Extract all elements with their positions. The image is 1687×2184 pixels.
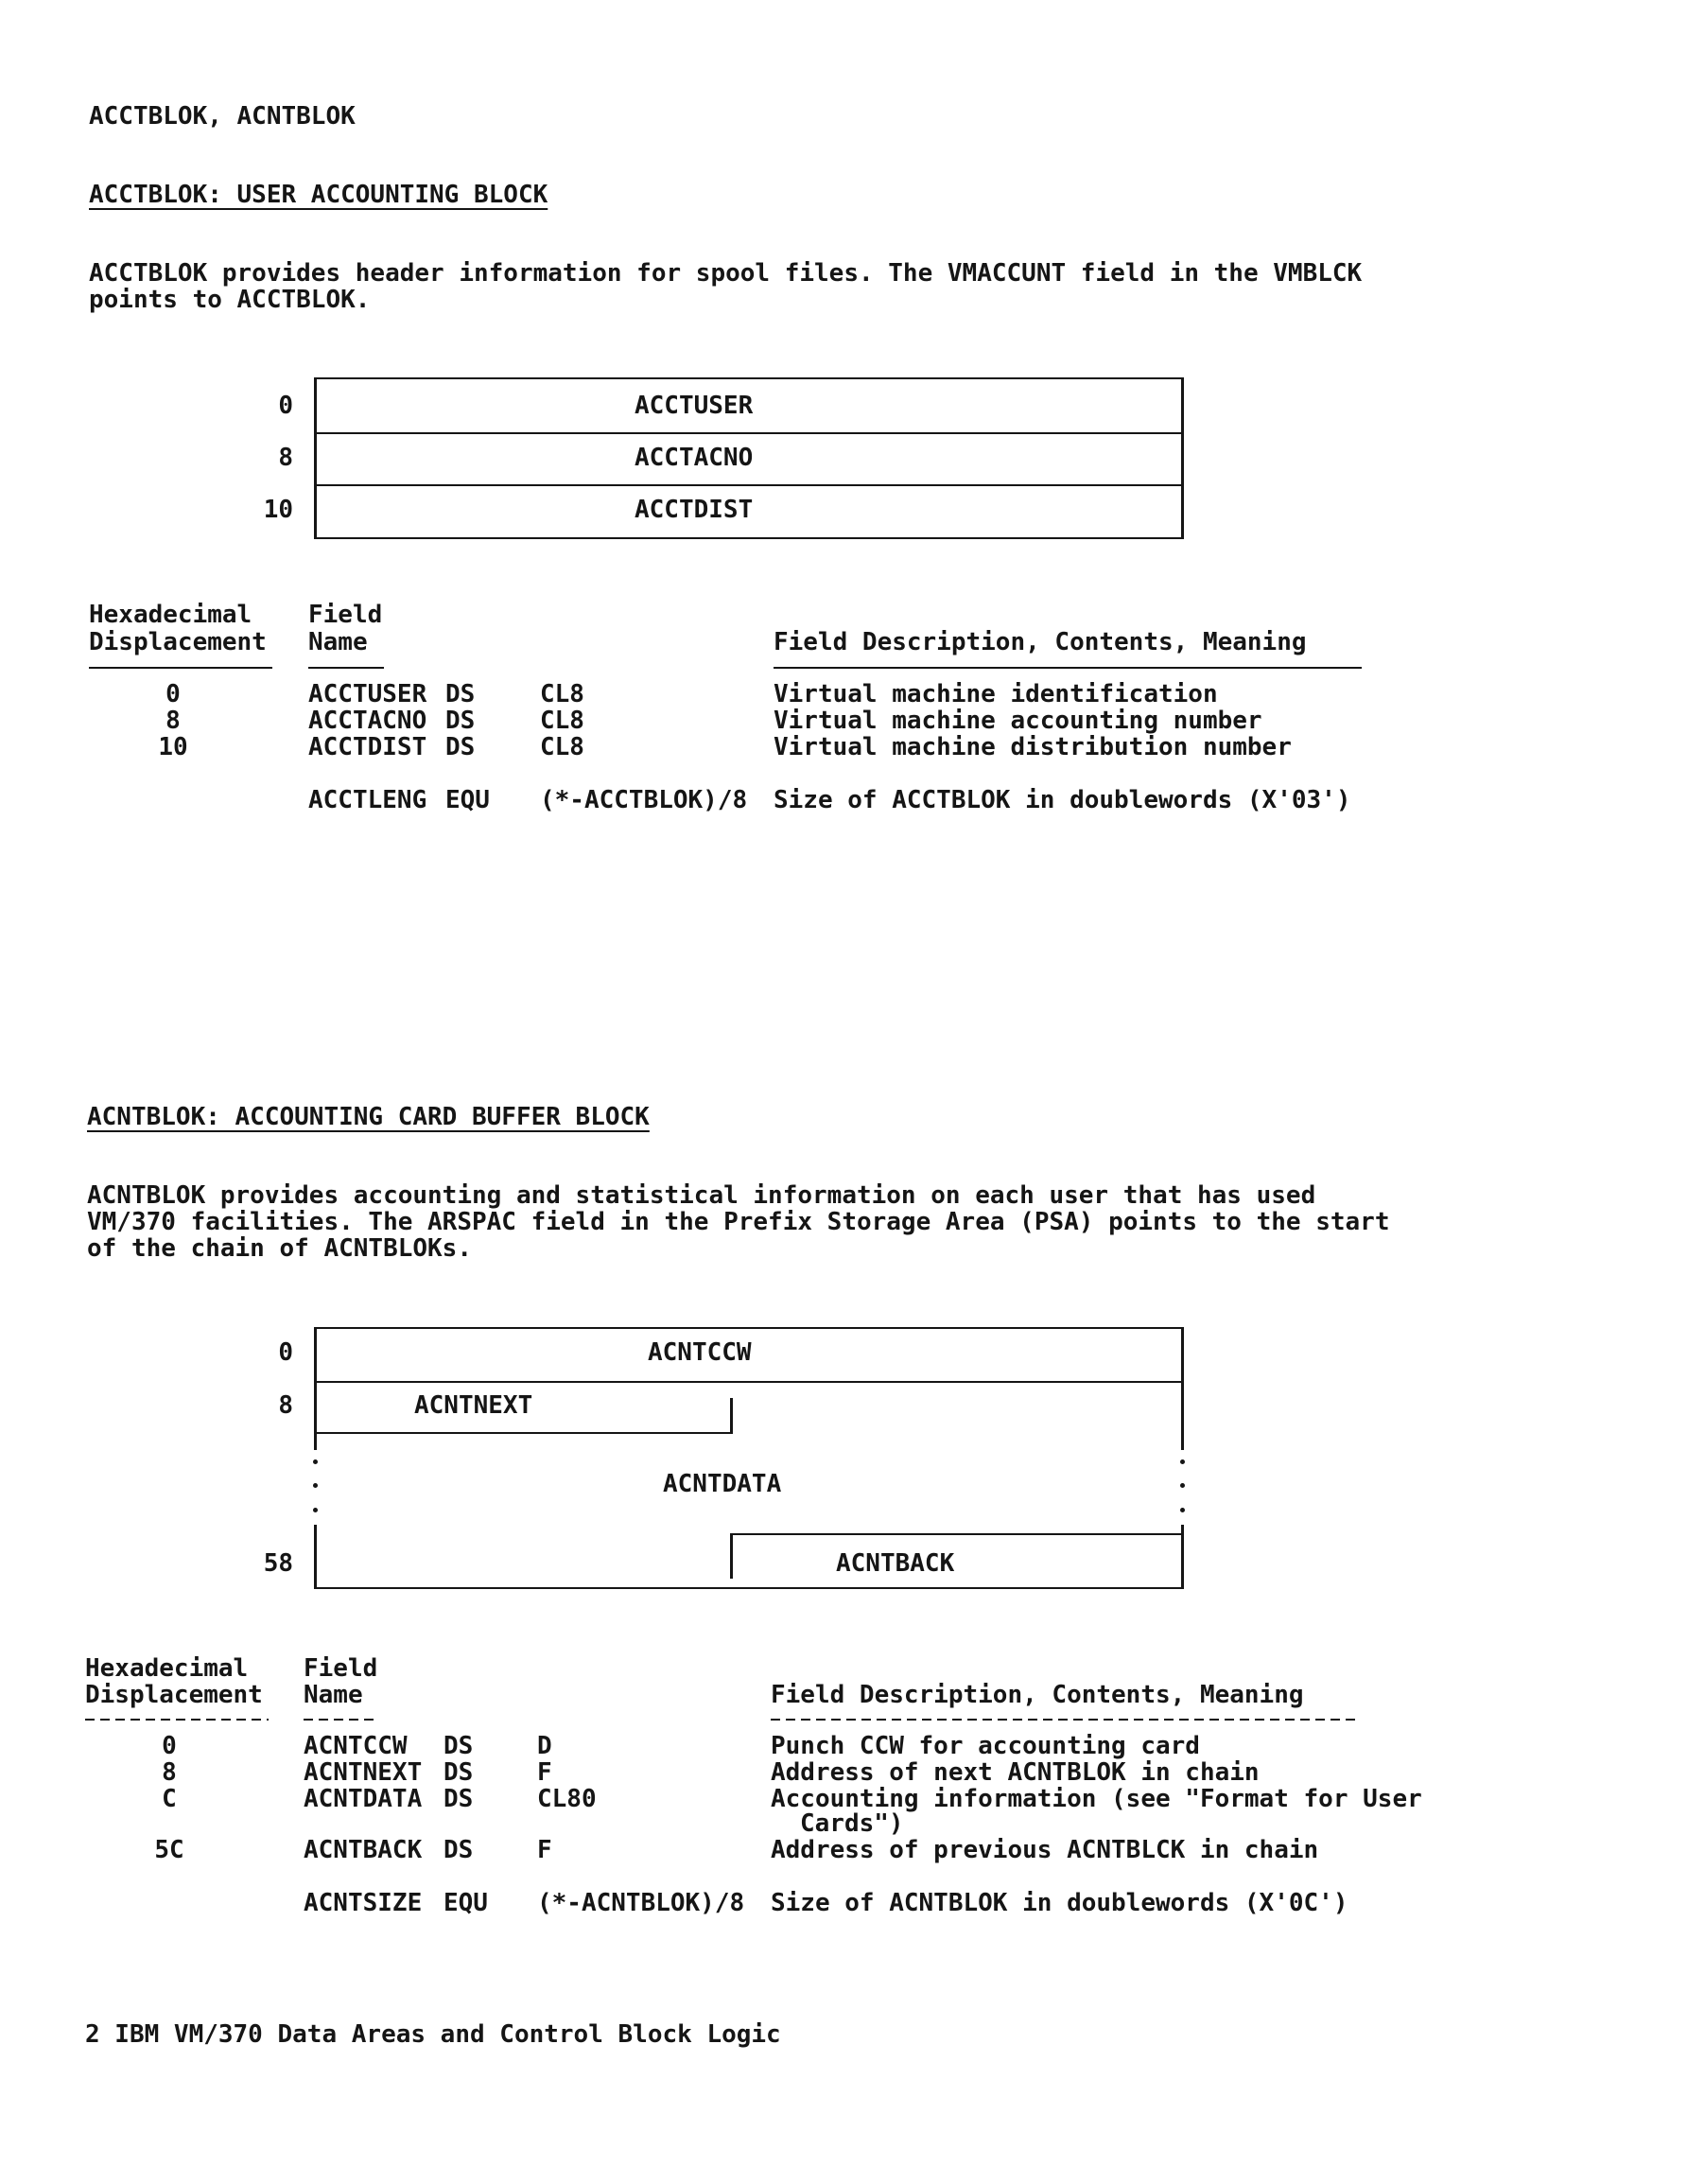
diagram-field-acntccw: ACNTCCW bbox=[648, 1338, 752, 1367]
offset-label: 0 bbox=[278, 392, 293, 420]
offset-label: 10 bbox=[263, 496, 293, 524]
section1-description-line1: ACCTBLOK provides header information for spool files. The VMACCUNT field in the VMBLCK bbox=[89, 259, 1363, 288]
diagram-field-acctuser: ACCTUSER bbox=[635, 392, 754, 420]
offset-label: 8 bbox=[278, 444, 293, 472]
table-header-name-2: Name bbox=[308, 628, 368, 656]
offset-label: 8 bbox=[278, 1391, 293, 1420]
table-header-name-1: Field bbox=[308, 601, 383, 629]
table-header-description: Field Description, Contents, Meaning bbox=[774, 628, 1307, 656]
diagram-field-acctacno: ACCTACNO bbox=[635, 444, 754, 472]
section1-description-line2: points to ACCTBLOK. bbox=[89, 286, 371, 314]
offset-label: 58 bbox=[263, 1549, 293, 1578]
diagram-field-acctdist: ACCTDIST bbox=[635, 496, 754, 524]
table-header-displacement-2: Displacement bbox=[85, 1681, 263, 1709]
running-header: ACCTBLOK, ACNTBLOK bbox=[89, 102, 356, 131]
diagram-field-acntnext: ACNTNEXT bbox=[414, 1391, 533, 1420]
offset-label: 0 bbox=[278, 1338, 293, 1367]
section-title-acctblok: ACCTBLOK: USER ACCOUNTING BLOCK bbox=[89, 181, 548, 209]
section2-description-line3: of the chain of ACNTBLOKs. bbox=[87, 1234, 472, 1263]
section2-description-line2: VM/370 facilities. The ARSPAC field in the Prefix Storage Area (PSA) points to the start bbox=[87, 1208, 1390, 1236]
section2-description-line1: ACNTBLOK provides accounting and statistical information on each user that has used bbox=[87, 1181, 1316, 1210]
diagram-field-acntdata: ACNTDATA bbox=[663, 1470, 782, 1498]
table-header-name-2: Name bbox=[304, 1681, 363, 1709]
table-header-displacement-1: Hexadecimal bbox=[85, 1654, 249, 1683]
table-header-displacement-1: Hexadecimal bbox=[89, 601, 252, 629]
table-header-name-1: Field bbox=[304, 1654, 378, 1683]
page-footer: 2 IBM VM/370 Data Areas and Control Block Logic bbox=[85, 2020, 781, 2049]
diagram-field-acntback: ACNTBACK bbox=[836, 1549, 955, 1578]
section-title-acntblok: ACNTBLOK: ACCOUNTING CARD BUFFER BLOCK bbox=[87, 1103, 650, 1131]
table-header-description: Field Description, Contents, Meaning bbox=[771, 1681, 1304, 1709]
table-header-displacement-2: Displacement bbox=[89, 628, 267, 656]
